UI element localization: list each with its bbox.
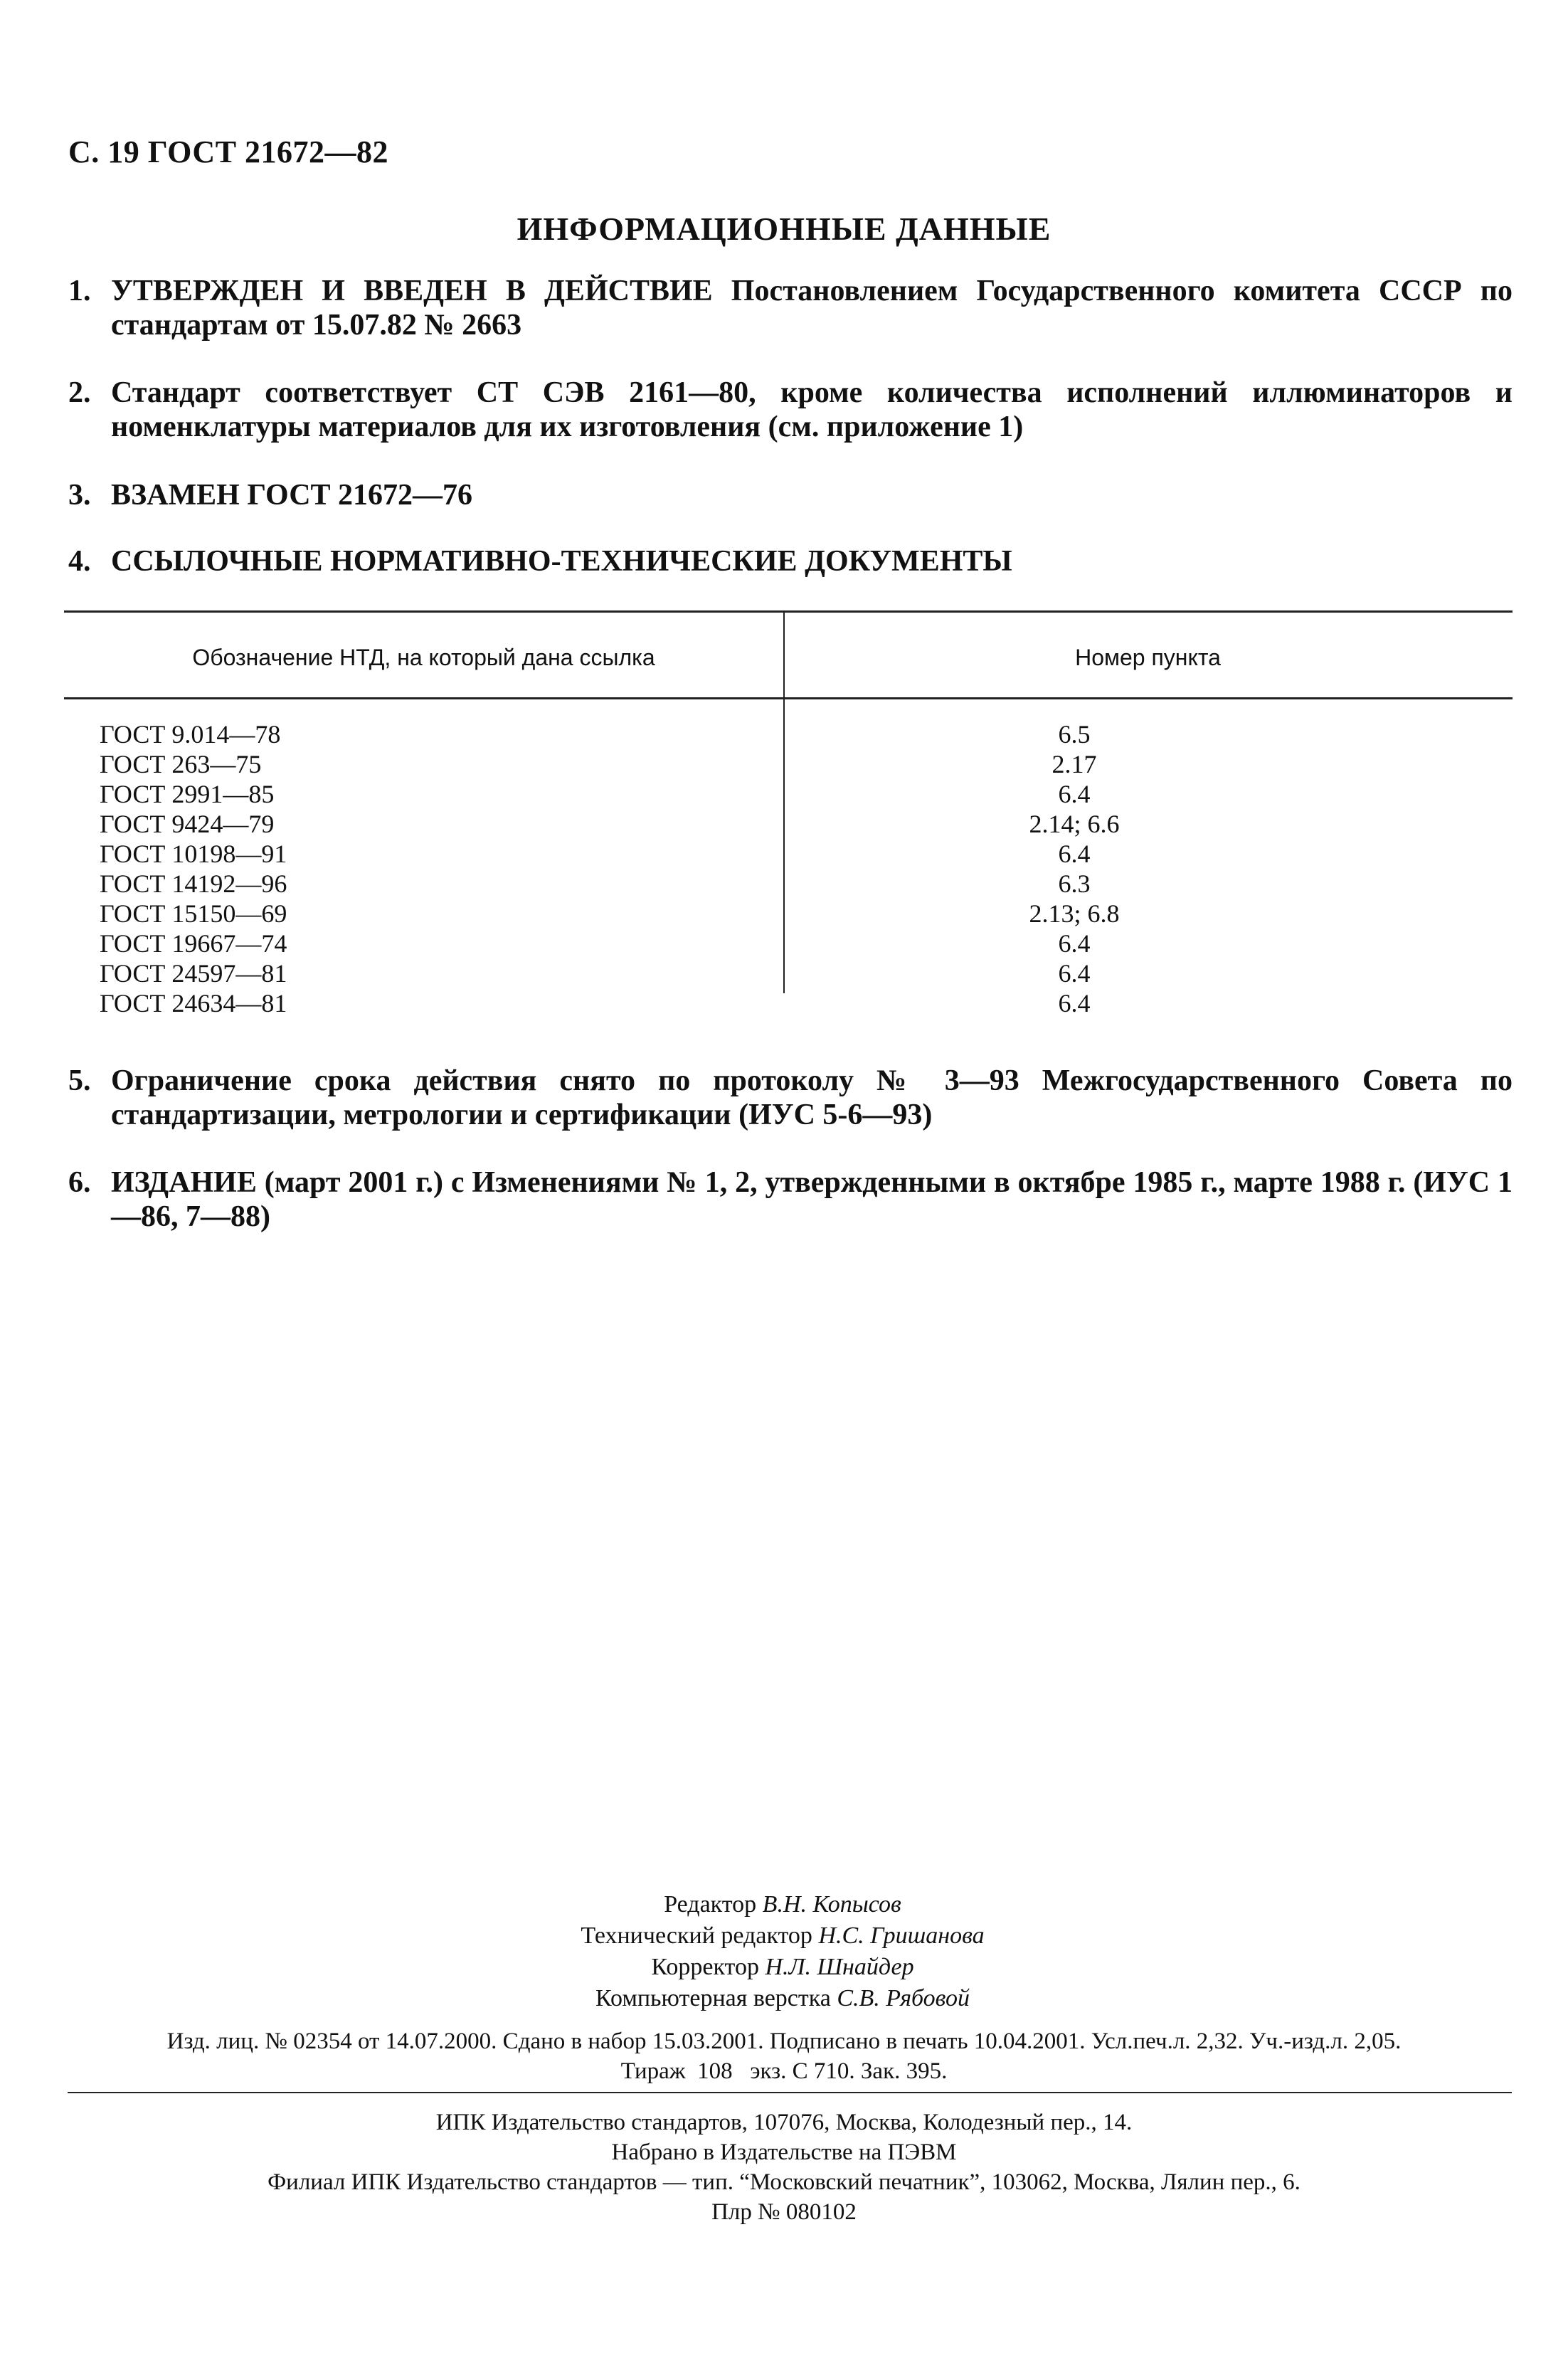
table-cell: 6.4 — [1058, 780, 1091, 808]
item-number: 1. — [68, 275, 91, 307]
credit-tech-editor: Технический редактор Н.С. Гришанова — [581, 1922, 985, 1949]
item-text: ИЗДАНИЕ (март 2001 г.) с Изменениями № 1, 2, утвержденными в октябре 1985 г., марте 1988 г. (ИУС 1—86, 7—88) — [111, 1166, 1513, 1233]
item-text: ССЫЛОЧНЫЕ НОРМАТИВНО-ТЕХНИЧЕСКИЕ ДОКУМЕНТЫ — [111, 545, 1012, 578]
item-number: 3. — [68, 479, 91, 512]
page-header: С. 19 ГОСТ 21672—82 — [68, 134, 389, 169]
item-text: ВЗАМЕН ГОСТ 21672—76 — [111, 479, 473, 512]
publisher-branch: Филиал ИПК Издательство стандартов — тип. “Московский печатник”, 103062, Москва, Лялин пер., 6. — [267, 2169, 1301, 2195]
table-cell: 2.13; 6.8 — [1029, 899, 1120, 928]
item-6 — [68, 1165, 1513, 1234]
table-cell: ГОСТ 9424—79 — [100, 810, 275, 838]
table-cell: 2.14; 6.6 — [1029, 810, 1120, 838]
item-4 — [68, 544, 1513, 578]
item-2 — [68, 376, 1513, 444]
table-header-designation: Обозначение НТД, на который дана ссылка — [192, 645, 655, 670]
editorial-credits — [427, 1889, 1138, 2014]
item-text: УТВЕРЖДЕН И ВВЕДЕН В ДЕЙСТВИЕ Постановлением Государственного комитета СССР по стандартам от 15.07.82 № 2663 — [111, 275, 1513, 342]
table-cell: ГОСТ 9.014—78 — [100, 720, 281, 749]
table-col-clause — [932, 719, 1217, 1018]
item-3 — [68, 478, 1513, 512]
table-cell: ГОСТ 24634—81 — [100, 989, 287, 1017]
table-cell: 2.17 — [1051, 750, 1097, 778]
item-1 — [68, 274, 1513, 342]
item-number: 2. — [68, 376, 91, 409]
table-top-rule — [64, 610, 1513, 613]
item-text: Стандарт соответствует СТ СЭВ 2161—80, кроме количества исполнений иллюминаторов и номенклатуры материалов для их изготовления (см. приложение 1) — [111, 376, 1513, 443]
table-cell: ГОСТ 263—75 — [100, 750, 262, 778]
table-cell: 6.4 — [1058, 989, 1091, 1017]
publisher-license: Плр № 080102 — [711, 2199, 857, 2225]
item-number: 5. — [68, 1064, 91, 1097]
table-header-rule — [64, 697, 1513, 699]
imprint-line-1: Изд. лиц. № 02354 от 14.07.2000. Сдано в набор 15.03.2001. Подписано в печать 10.04.2001. Усл.печ.л. 2,32. Уч.-изд.л. 2,05. — [166, 2029, 1402, 2054]
credit-layout: Компьютерная верстка С.В. Рябовой — [595, 1985, 970, 2011]
item-text: Ограничение срока действия снято по протоколу № 3—93 Межгосударственного Совета по стандартизации, метрологии и сертификации (ИУС 5-6—93) — [111, 1064, 1513, 1131]
publisher-address: ИПК Издательство стандартов, 107076, Москва, Колодезный пер., 14. — [435, 2110, 1133, 2135]
credit-proofreader: Корректор Н.Л. Шнайдер — [651, 1954, 914, 1980]
credit-editor: Редактор В.Н. Копысов — [664, 1891, 901, 1918]
table-cell: 6.4 — [1058, 959, 1091, 988]
table-cell: 6.5 — [1058, 720, 1091, 749]
item-number: 6. — [68, 1166, 91, 1199]
table-cell: ГОСТ 24597—81 — [100, 959, 287, 988]
item-5 — [68, 1064, 1513, 1132]
table-cell: ГОСТ 19667—74 — [100, 929, 287, 958]
table-cell: ГОСТ 15150—69 — [100, 899, 287, 928]
table-cell: 6.4 — [1058, 840, 1091, 868]
table-cell: ГОСТ 14192—96 — [100, 869, 287, 898]
table-cell: 6.4 — [1058, 929, 1091, 958]
item-number: 4. — [68, 545, 91, 578]
imprint-line-2: Тираж 108 экз. С 710. Зак. 395. — [620, 2058, 948, 2084]
table-header-clause: Номер пункта — [1075, 645, 1221, 670]
table-cell: ГОСТ 2991—85 — [100, 780, 275, 808]
table-cell: ГОСТ 10198—91 — [100, 840, 287, 868]
publisher-typeset: Набрано в Издательстве на ПЭВМ — [611, 2140, 957, 2165]
page-title: ИНФОРМАЦИОННЫЕ ДАННЫЕ — [517, 211, 1051, 247]
table-col-designation — [100, 719, 287, 1018]
table-cell: 6.3 — [1058, 869, 1091, 898]
imprint-divider — [68, 2092, 1512, 2093]
